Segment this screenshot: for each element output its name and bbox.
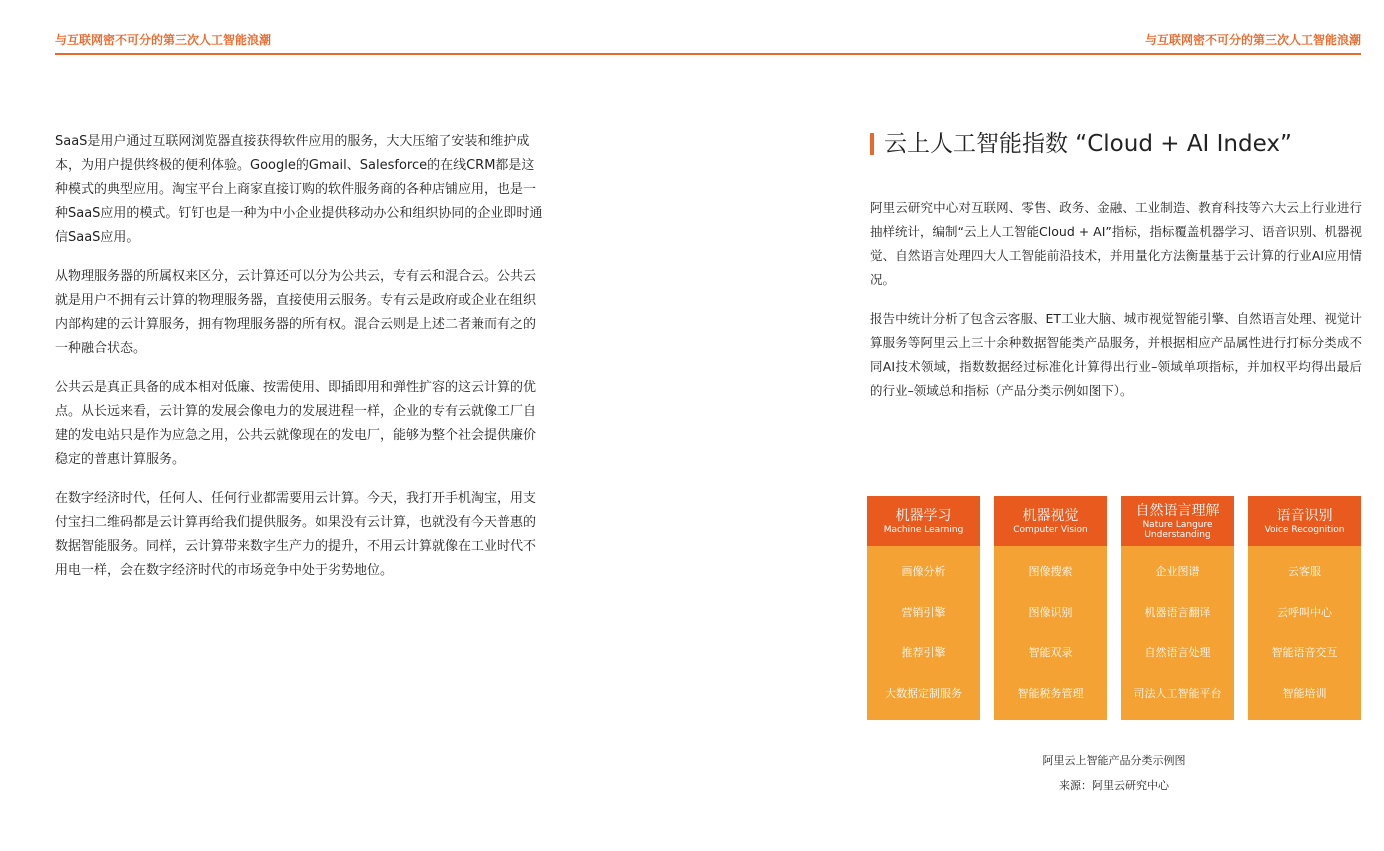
- category-name-en: Voice Recognition: [1264, 524, 1345, 535]
- category-header: [994, 496, 1107, 546]
- product-cell: 机器语言翻译: [1144, 605, 1211, 619]
- product-cell: 企业图谱: [1155, 565, 1200, 579]
- paragraph-cloud-types: 从物理服务器的所属权来区分，云计算还可以分为公共云，专有云和混合云。公共云就是用户不拥有云计算的物理服务器，直接使用云服务。专有云是政府或企业在组织内部构建的云计算服务，拥有物理服务器的所有权。混合云则是上述二者兼而有之的一种融合状态。: [55, 269, 537, 356]
- right-column: [870, 126, 1362, 418]
- paragraph-digital-economy: 在数字经济时代，任何人、任何行业都需要用云计算。今天，我打开手机淘宝，用支付宝扫二维码都是云计算再给我们提供服务。如果没有云计算，也就没有今天普惠的数据智能服务。同样，云计算带来数字生产力的提升，不用云计算就像在工业时代不用电一样，会在数字经济时代的市场竞争中处于劣势地位。: [55, 491, 537, 578]
- category-name-en: Computer Vision: [1013, 524, 1088, 535]
- category-column-cv: [994, 496, 1107, 720]
- category-name-en: Nature Langure Understanding: [1142, 519, 1213, 540]
- section-title: 云上人工智能指数 “Cloud + AI Index”: [870, 126, 1362, 162]
- figure-source: 来源：阿里云研究中心: [1059, 779, 1169, 792]
- product-cell: 智能双录: [1028, 646, 1073, 660]
- left-column: [55, 130, 547, 598]
- product-cell: 图像搜索: [1028, 565, 1073, 579]
- category-name: 机器视觉: [1022, 507, 1079, 524]
- category-header: [1121, 496, 1234, 546]
- category-header: [867, 496, 980, 546]
- product-cell: 云客服: [1288, 565, 1321, 579]
- product-cell: 智能培训: [1282, 686, 1327, 700]
- category-column-voice: [1248, 496, 1361, 720]
- paragraph-public-cloud: 公共云是真正具备的成本相对低廉、按需使用、即插即用和弹性扩容的这云计算的优点。从长远来看，云计算的发展会像电力的发展进程一样，企业的专有云就像工厂自建的发电站只是作为应急之用，公共云就像现在的发电厂，能够为整个社会提供廉价稳定的普惠计算服务。: [55, 380, 537, 467]
- category-name: 自然语言理解: [1135, 502, 1220, 519]
- figure-caption: 阿里云上智能产品分类示例图: [1042, 754, 1186, 767]
- header-title-right: 与互联网密不可分的第三次人工智能浪潮: [1144, 33, 1361, 47]
- category-name: 语音识别: [1276, 507, 1333, 524]
- category-column-ml: [867, 496, 980, 720]
- product-cell: 云呼叫中心: [1277, 605, 1332, 619]
- category-column-nlu: [1121, 496, 1234, 720]
- product-cell: 营销引擎: [901, 605, 946, 619]
- paragraph-saas: SaaS是用户通过互联网浏览器直接获得软件应用的服务，大大压缩了安装和维护成本，为用户提供终极的便利体验。Google的Gmail、Salesforce的在线CRM都是这种模式的典型应用。淘宝平台上商家直接订购的软件服务商的各种店铺应用，也是一种SaaS应用的模式。钉钉也是一种为中小企业提供移动办公和组织协同的企业即时通信SaaS应用。: [55, 134, 543, 245]
- product-cell: 推荐引擎: [901, 646, 946, 660]
- category-name: 机器学习: [895, 507, 952, 524]
- header-title-left: 与互联网密不可分的第三次人工智能浪潮: [55, 33, 272, 47]
- category-header: [1248, 496, 1361, 546]
- paragraph-index-method: 报告中统计分析了包含云客服、ET工业大脑、城市视觉智能引擎、自然语言处理、视觉计算服务等阿里云上三十余种数据智能类产品服务，并根据相应产品属性进行打标分类成不同AI技术领域，指数数据经过标准化计算得出行业–领域单项指标，并加权平均得出最后的行业–领域总和指标（产品分类示例如图下）。: [870, 311, 1362, 398]
- product-cell: 自然语言处理: [1144, 646, 1211, 660]
- product-category-table: [867, 496, 1361, 720]
- product-cell: 画像分析: [901, 565, 946, 579]
- header-divider: [55, 53, 1361, 55]
- paragraph-index-intro: 阿里云研究中心对互联网、零售、政务、金融、工业制造、教育科技等六大云上行业进行抽样统计，编制“云上人工智能Cloud + AI”指标，指标覆盖机器学习、语音识别、机器视觉、自然语言处理四大人工智能前沿技术，并用量化方法衡量基于云计算的行业AI应用情况。: [870, 200, 1362, 287]
- product-cell: 智能语音交互: [1271, 646, 1338, 660]
- product-cell: 图像识别: [1028, 605, 1073, 619]
- category-name-en: Machine Learning: [883, 524, 964, 535]
- product-cell: 司法人工智能平台: [1133, 686, 1222, 700]
- product-cell: 智能税务管理: [1017, 686, 1084, 700]
- product-cell: 大数据定制服务: [885, 686, 962, 700]
